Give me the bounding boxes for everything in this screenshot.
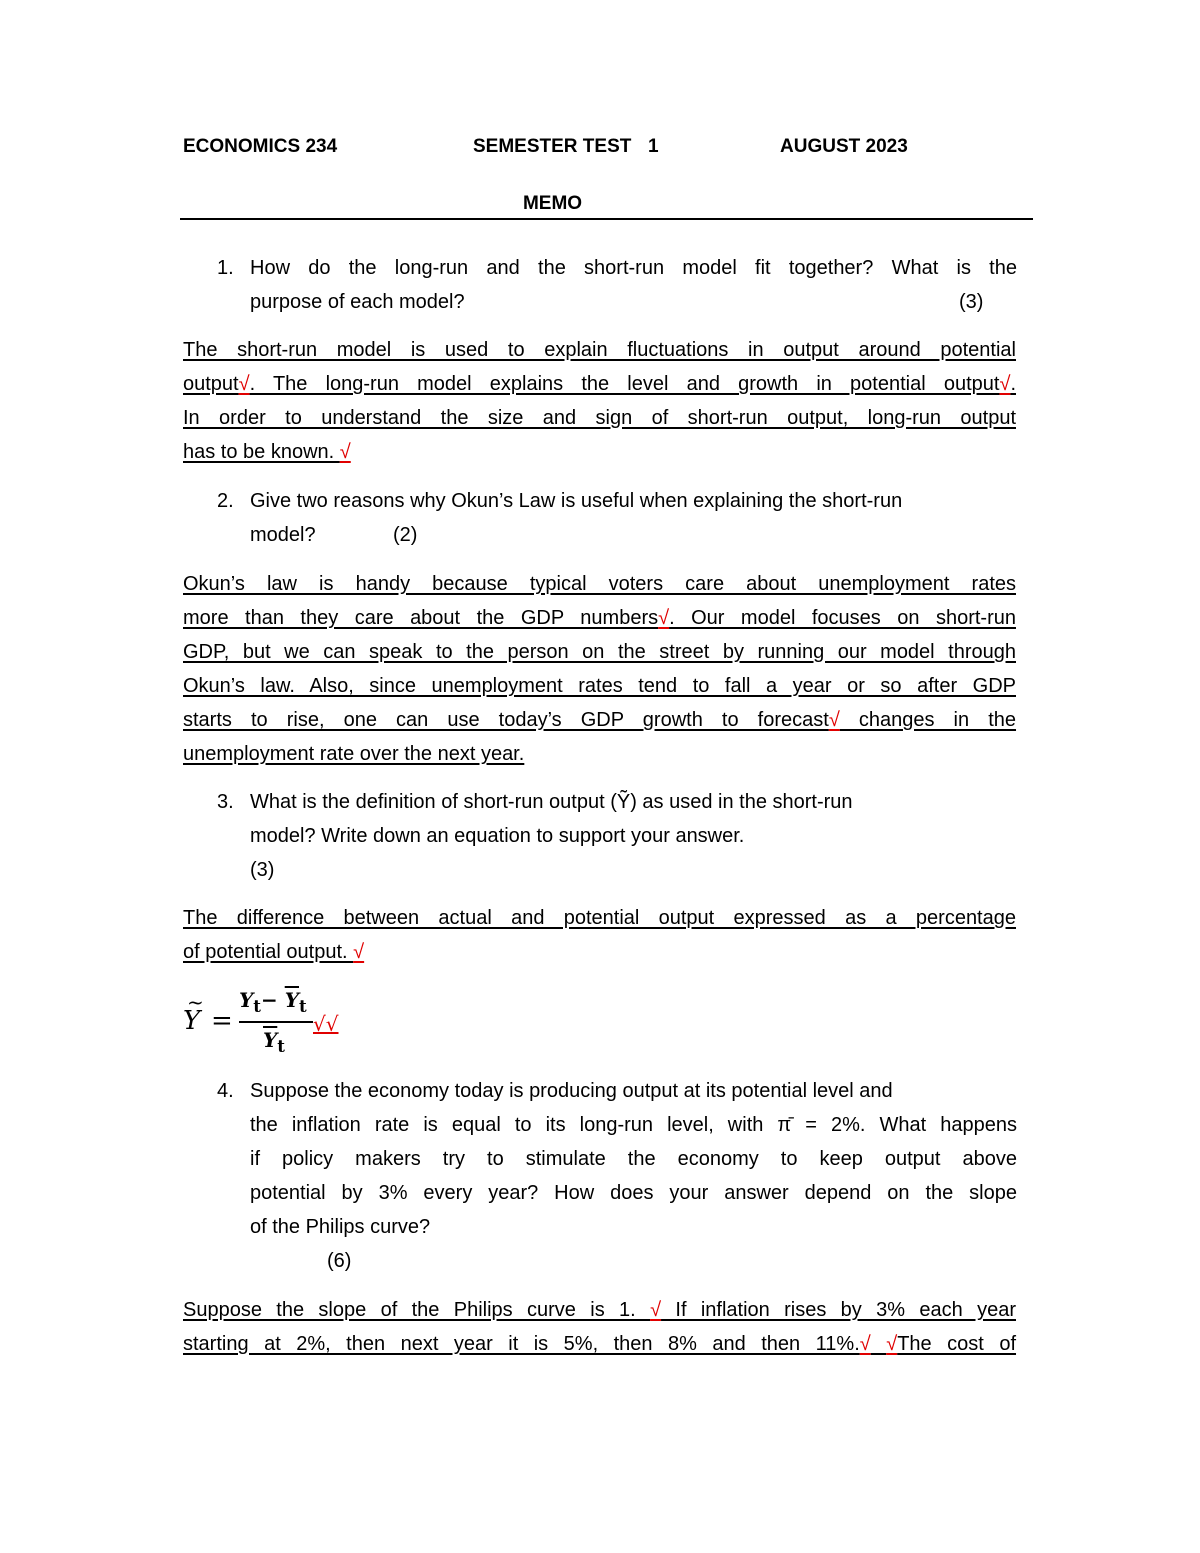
answer-2 [183, 567, 1016, 771]
answer-text: of potential output. [183, 941, 354, 963]
question-text [250, 1074, 1017, 1278]
short-run-output-equation [183, 988, 383, 1058]
test-name: SEMESTER TEST [473, 136, 632, 157]
question-line-text: if policy makers try to stimulate the economy to keep output above [250, 1148, 1017, 1170]
answer-text: starts to rise, one can use today’s GDP growth to forecast [183, 709, 829, 731]
answer-text: The short-run model is used to explain fluctuations in output around potential [183, 339, 1016, 361]
question-line-text: Suppose the economy today is producing output at its potential level and [250, 1080, 893, 1102]
question-line [250, 785, 1017, 819]
answer-text: The difference between actual and potential output expressed as a percentage [183, 907, 1016, 929]
answer-text: Suppose the slope of the Philips curve is 1. [183, 1299, 651, 1321]
answer-line [183, 367, 1016, 401]
tick-mark: √ [650, 1299, 662, 1321]
question-number: 4. [217, 1080, 234, 1102]
equation-numerator: $Y_t- \overline{Y}_t$ [239, 988, 307, 1016]
answer-3 [183, 901, 1016, 969]
answer-text: The cost of [897, 1333, 1017, 1355]
question-line [250, 1074, 1017, 1108]
question-line [250, 484, 1017, 518]
answer-text: Okun’s law. Also, since unemployment rates tend to fall a year or so after GDP [183, 675, 1016, 697]
question-line-text: Give two reasons why Okun’s Law is useful when explaining the short-run [250, 490, 903, 512]
question-line [250, 1176, 1017, 1210]
answer-line [183, 737, 1016, 771]
answer-line [183, 401, 1016, 435]
question-text [250, 251, 1017, 319]
tick-mark: √ [238, 373, 250, 395]
answer-line [183, 703, 1016, 737]
question-line-text: the inflation rate is equal to its long-run level, with π̄ = 2%. What happens [250, 1114, 1017, 1136]
answer-text: . Our model focuses on short-run [669, 607, 1016, 629]
question-line [250, 1244, 1017, 1278]
question-marks: (3) [959, 291, 984, 313]
answer-text: starting at 2%, then next year it is 5%, then 8% and then 11%. [183, 1333, 860, 1355]
tick-mark: √ [353, 941, 365, 963]
question-line [250, 1142, 1017, 1176]
answer-line [183, 935, 1016, 969]
answer-line [183, 1327, 1016, 1361]
answer-line [183, 901, 1016, 935]
question-line-text: of the Philips curve? [250, 1216, 431, 1238]
question-line [250, 251, 1017, 285]
tick-mark: √ [658, 607, 670, 629]
equation-denominator: $\overline{Y}_t$ [263, 1028, 285, 1056]
question-line [250, 819, 1017, 853]
answer-text: If inflation rises by 3% each year [661, 1299, 1016, 1321]
question-number: 1. [217, 257, 234, 279]
question-line-text: What is the definition of short-run output (Ỹ) as used in the short-run [250, 791, 853, 813]
answer-line [183, 635, 1016, 669]
answer-line [183, 567, 1016, 601]
tick-mark: √ [859, 1333, 871, 1355]
fraction-bar [239, 1021, 313, 1023]
question-marks: (2) [393, 524, 418, 546]
equation-lhs: ~ Y [183, 990, 204, 1036]
question-number: 3. [217, 791, 234, 813]
test-date: AUGUST 2023 [780, 136, 908, 157]
question-line [250, 518, 1017, 552]
question-line [250, 1210, 1017, 1244]
equation-equals: = [211, 1006, 233, 1036]
tick-mark: √ [339, 441, 351, 463]
question-line [250, 1108, 1017, 1142]
tick-marks: √√ [313, 1012, 339, 1036]
answer-text: In order to understand the size and sign of short-run output, long-run output [183, 407, 1016, 429]
answer-text: Okun’s law is handy because typical voters care about unemployment rates [183, 573, 1016, 595]
answer-text: unemployment rate over the next year. [183, 743, 525, 765]
answer-text: GDP, but we can speak to the person on the street by running our model through [183, 641, 1016, 663]
answer-text [871, 1333, 886, 1355]
answer-line [183, 333, 1016, 367]
question-line-text: model? [250, 524, 316, 546]
question-line-text: How do the long-run and the short-run model fit together? What is the [250, 257, 1017, 279]
header-divider [180, 218, 1033, 220]
question-line [250, 285, 1017, 319]
question-text [250, 484, 1017, 552]
tick-mark: √ [828, 709, 840, 731]
question-line-text: model? Write down an equation to support your answer. [250, 825, 745, 847]
answer-text: has to be known. [183, 441, 340, 463]
answer-line [183, 669, 1016, 703]
course-code: ECONOMICS 234 [183, 136, 338, 157]
question-marks: (3) [250, 859, 275, 881]
answer-text: changes in the [839, 709, 1017, 731]
tick-mark: √ [999, 373, 1011, 395]
question-line-text: potential by 3% every year? How does your answer depend on the slope [250, 1182, 1017, 1204]
question-line-text: purpose of each model? [250, 291, 465, 313]
answer-1 [183, 333, 1016, 469]
answer-line [183, 435, 1016, 469]
answer-text: . [1010, 373, 1016, 395]
answer-text: more than they care about the GDP numbers [183, 607, 659, 629]
answer-line [183, 601, 1016, 635]
memo-title: MEMO [522, 193, 583, 214]
question-number: 2. [217, 490, 234, 512]
test-number: 1 [648, 136, 659, 157]
tick-mark: √ [886, 1333, 898, 1355]
question-line [250, 853, 1017, 887]
answer-text: . The long-run model explains the level and growth in potential output [249, 373, 1000, 395]
question-marks: (6) [327, 1250, 352, 1272]
answer-text: output [183, 373, 239, 395]
answer-line [183, 1293, 1016, 1327]
question-text [250, 785, 1017, 887]
answer-4 [183, 1293, 1016, 1361]
